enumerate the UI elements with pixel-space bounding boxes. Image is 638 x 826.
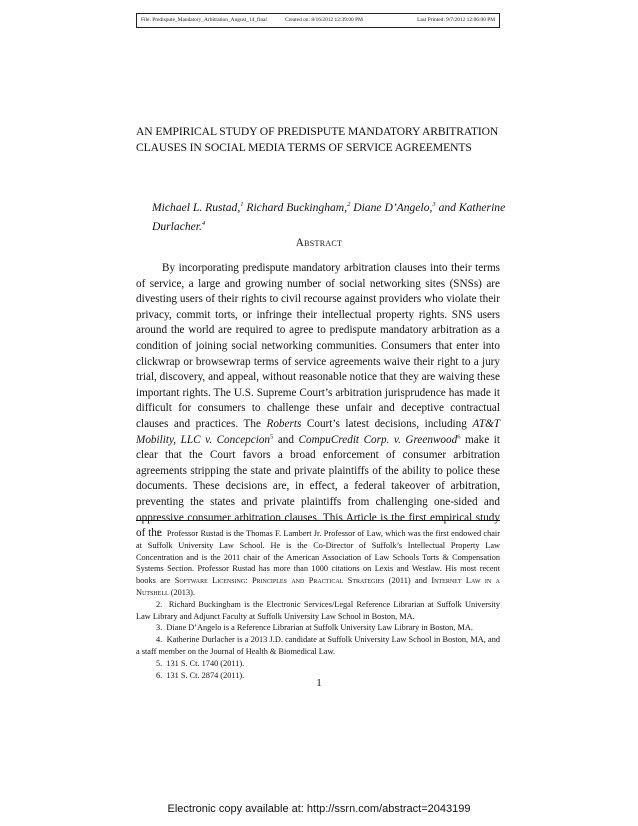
article-title: AN EMPIRICAL STUDY OF PREDISPUTE MANDATORY ARBITRATION CLAUSES IN SOCIAL MEDIA TERMS OF SERVICE AGREEMENTS [136,125,499,154]
footnotes [136,528,500,681]
author-list [152,197,512,235]
footnote-3: 3. Diane D’Angelo is a Reference Librarian at Suffolk University Law Library in Boston, MA. [156,623,473,633]
abstract-text: Court’s latest decisions, including [301,417,473,430]
author-name: Richard Buckingham, [243,200,348,214]
abstract-text: By incorporating predispute mandatory arbitration clauses into their terms of service, a large and growing number of social networking sites (SNSs) are divesting users of their rights to civil recourse against providers who violate their privacy, commit torts, or infringe their intellectual property rights. SNS users around the world are required to agree to predispute mandatory arbitration as a condition of joining social networking communities. Consumers that enter into clickwrap or browsewrap terms of service agreements waive their right to a jury trial, discovery, and appeal, without reasonable notice that they are waiving these important rights. The U.S. Supreme Court’s arbitration jurisprudence has made it difficult for consumers to challenge these unfair and deceptive contractual clauses and practices. The [136,262,500,430]
footnote-1 [136,528,500,599]
abstract-text: and [273,433,299,446]
footnote-divider [136,520,500,521]
case-name-roberts: Roberts [266,417,302,430]
header-printed-date: Last Printed: 9/7/2012 12:06:00 PM [417,17,495,23]
page-number: 1 [316,677,322,689]
author-name: Michael L. Rustad, [152,200,241,214]
footnote-ref: 5 [270,432,274,440]
footnote-text: (2011) and [384,576,432,586]
author-name: and Katherine Durlacher. [152,200,506,233]
footnote-text: (2013). [168,587,195,597]
header-created-date: Created on: 8/16/2012 12:39:00 PM [285,17,363,23]
case-name-compucredit: CompuCredit Corp. v. Greenwood [298,433,458,446]
footnote-6: 6. 131 S. Ct. 2874 (2011). [156,670,245,680]
abstract-text: make it clear that the Court favors a broad enforcement of consumer arbitration agreements stripping the state and private plaintiffs of the ability to police these documents. These decisions are, in effect, a federal takeover of arbitration, preventing the states and private plaintiffs from challenging one-sided and oppressive consumer arbitration clauses. This Article is the first empirical study of the [136,433,500,540]
abstract-paragraph [136,261,500,542]
case-name-concepcion: AT&T Mobility, LLC v. Concepcion [136,417,501,446]
document-header-box [136,13,500,28]
footnote-ref: 6 [457,432,461,440]
footnote-ref: 2 [347,201,351,208]
book-title: Internet Law in a Nutshell [136,576,501,597]
author-name: Diane D’Angelo, [350,200,433,214]
footnote-5: 5. 131 S. Ct. 1740 (2011). [156,658,245,668]
footnote-ref: 3 [432,201,436,208]
footnote-text: 1. Professor Rustad is the Thomas F. Lambert Jr. Professor of Law, which was the first endowed chair at Suffolk University Law School. He is the Co-Director of Suffolk’s Intellectual Property Law Concentration and is the 2011 chair of the American Association of Law Schools Torts & Compensation Systems Section. Professor Rustad has more than 1000 citations on Lexis and Westlaw. His most recent books are [136,529,500,586]
footnote-ref: 1 [240,201,244,208]
abstract-body [136,261,500,542]
footnote-2: 2. Richard Buckingham is the Electronic Services/Legal Reference Librarian at Suffolk University Law Library and Adjunct Faculty at Suffolk University Law School in Boston, MA. [136,599,500,621]
footnote-4: 4. Katherine Durlacher is a 2013 J.D. candidate at Suffolk University Law School in Boston, MA, and a staff member on the Journal of Health & Biomedical Law. [136,635,500,656]
footnote-ref: 4 [201,219,206,227]
header-file-name: File: Predispute_Mandatory_Arbitration_August_14_final [141,17,267,23]
abstract-heading: Abstract [295,237,343,249]
book-title: Software Licensing: Principles and Practical Strategies [174,576,385,586]
ssrn-link-footer[interactable]: Electronic copy available at: http://ssrn.com/abstract=2043199 [167,803,471,815]
